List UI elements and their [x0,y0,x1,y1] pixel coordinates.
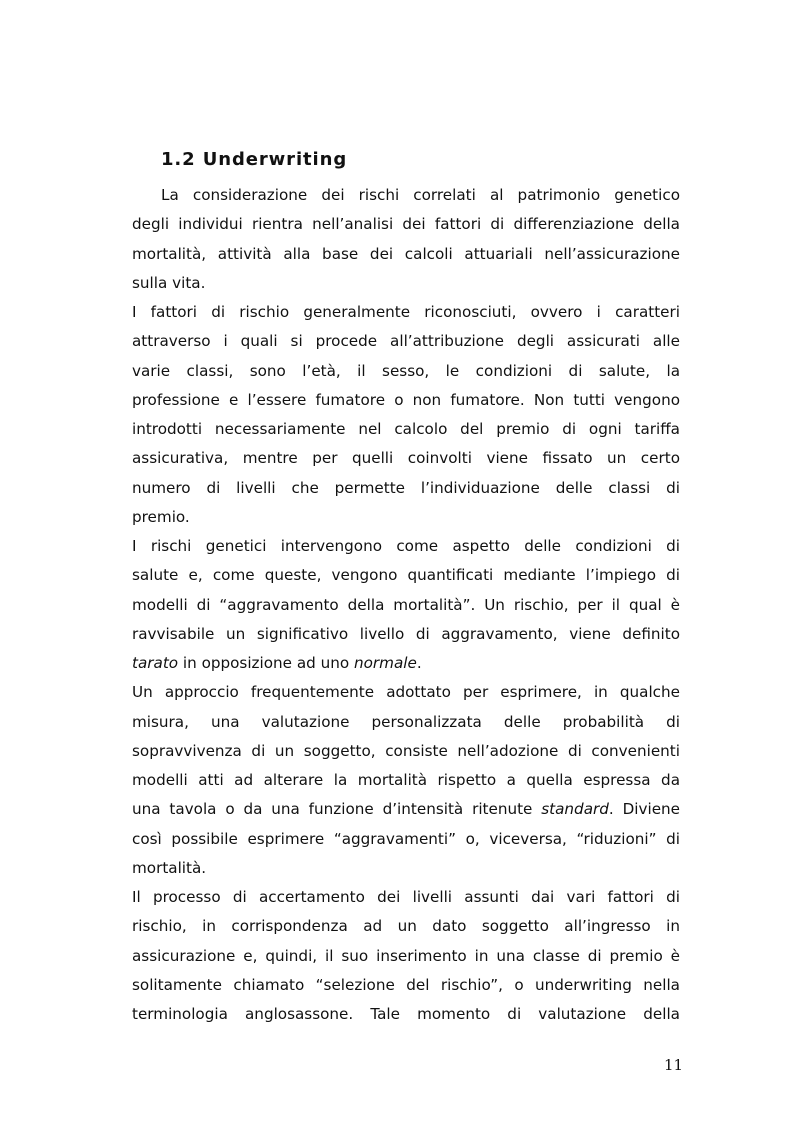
text-line: terminologia anglosassone. Tale momento di valutazione della [132,1005,680,1023]
text-line: rischio, in corrispondenza ad un dato soggetto all’ingresso in [132,917,680,936]
text-line: introdotti necessariamente nel calcolo del premio di ogni tariffa [132,420,680,438]
text-line: ravvisabile un significativo livello di aggravamento, viene definito [132,624,680,643]
text-line: numero di livelli che permette l’individuazione delle classi di [132,478,680,497]
text-line: sopravvivenza di un soggetto, consiste nell’adozione di convenienti [132,741,680,760]
page-number: 11 [664,1056,684,1074]
text-run: una tavola o da una funzione d’intensità ritenute [132,800,542,819]
section-heading: 1.2 Underwriting [161,149,348,170]
text-run: in opposizione ad uno [178,654,354,672]
document-body [132,181,680,1029]
text-line: I fattori di rischio generalmente riconosciuti, ovvero i caratteri [132,303,680,321]
text-line [132,795,680,824]
text-line: assicurativa, mentre per quelli coinvolti viene fissato un certo [132,449,680,468]
text-line: La considerazione dei rischi correlati al patrimonio genetico [161,186,680,204]
italic-term: normale [354,654,417,672]
italic-term: standard [541,800,609,819]
text-line: degli individui rientra nell’analisi dei fattori di differenziazione della [132,215,680,234]
text-line: misura, una valutazione personalizzata delle probabilità di [132,712,680,731]
text-line: sulla vita. [132,273,206,292]
text-line: Un approccio frequentemente adottato per esprimere, in qualche [132,683,680,702]
text-line: professione e l’essere fumatore o non fumatore. Non tutti vengono [132,390,680,409]
text-line: Il processo di accertamento dei livelli assunti dai vari fattori di [132,888,680,906]
text-line: mortalità. [132,858,207,877]
text-line: attraverso i quali si procede all’attribuzione degli assicurati alle [132,332,680,351]
text-line: salute e, come queste, vengono quantificati mediante l’impiego di [132,566,680,585]
italic-term: tarato [132,654,179,672]
text-run: . [416,654,422,672]
text-line: varie classi, sono l’età, il sesso, le condizioni di salute, la [132,361,680,380]
text-line: così possibile esprimere “aggravamenti” o, viceversa, “riduzioni” di [132,829,680,848]
text-line: assicurazione e, quindi, il suo inserimento in una classe di premio è [132,946,680,965]
text-line: solitamente chiamato “selezione del rischio”, o underwriting nella [132,975,680,994]
text-line: mortalità, attività alla base dei calcoli attuariali nell’assicurazione [132,244,680,263]
text-line: I rischi genetici intervengono come aspetto delle condizioni di [132,537,680,555]
text-run: . Diviene [608,800,681,819]
text-line: premio. [132,507,190,526]
text-line [132,649,680,678]
text-line: modelli di “aggravamento della mortalità”. Un rischio, per il qual è [132,595,680,614]
text-line: modelli atti ad alterare la mortalità rispetto a quella espressa da [132,771,680,789]
